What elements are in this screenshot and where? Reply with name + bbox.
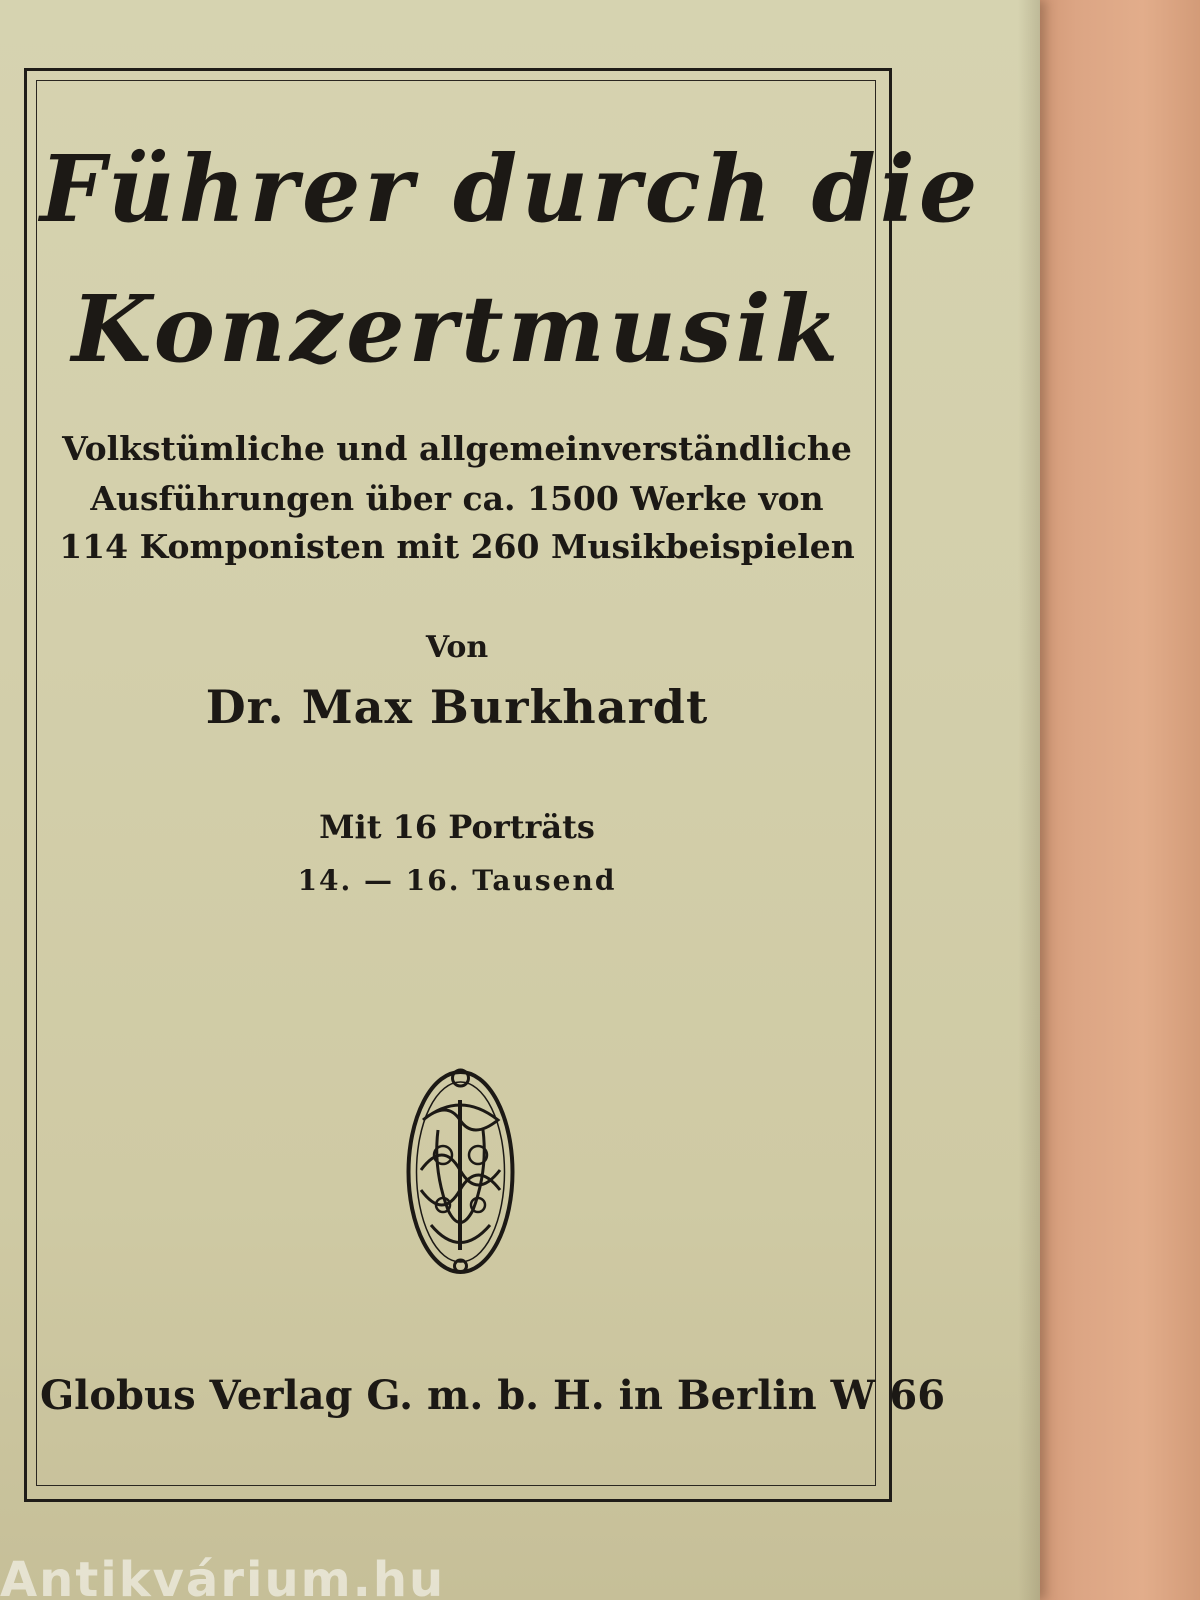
watermark-text: Antikvárium.hu bbox=[0, 1552, 446, 1600]
by-label: Von bbox=[425, 630, 489, 665]
book-title-line-2: Konzertmusik bbox=[71, 275, 843, 383]
portraits-note: Mit 16 Porträts bbox=[319, 808, 595, 846]
publisher-line: Globus Verlag G. m. b. H. in Berlin W 66 bbox=[40, 1372, 946, 1419]
subtitle-line-3: 114 Komponisten mit 260 Musikbeispielen bbox=[59, 527, 855, 566]
subtitle-line-2: Ausführungen über ca. 1500 Werke von bbox=[90, 479, 824, 518]
publisher-monogram-emblem-icon bbox=[403, 1060, 518, 1278]
book-title-line-1: Führer durch die bbox=[40, 135, 982, 243]
subtitle-line-1: Volkstümliche und allgemeinverständliche bbox=[62, 429, 852, 468]
author-name: Dr. Max Burkhardt bbox=[205, 680, 709, 734]
edition-note: 14. — 16. Tausend bbox=[297, 864, 617, 897]
